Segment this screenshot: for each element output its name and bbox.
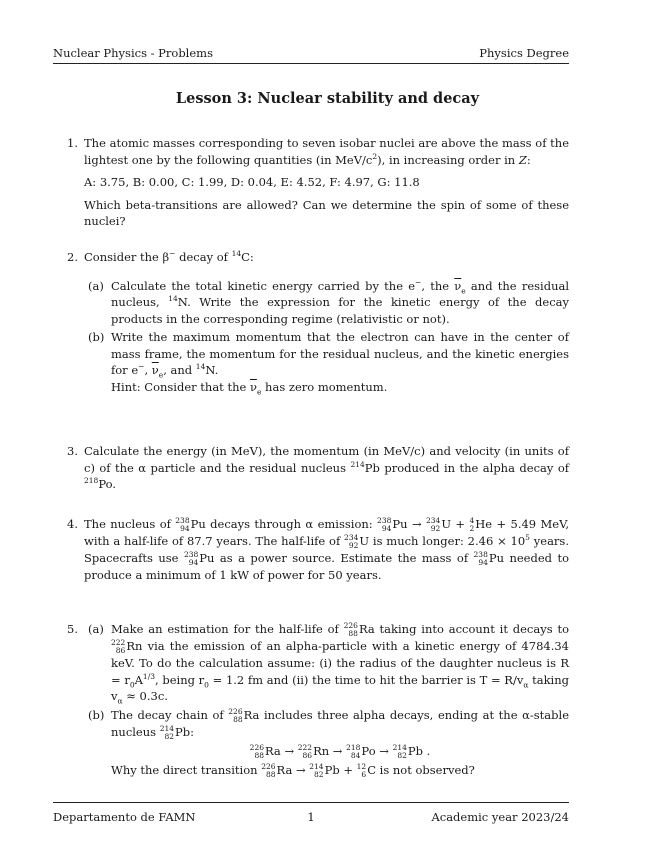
problem-number: 2. — [67, 250, 78, 264]
problem-1-values: A: 3.75, B: 0.00, C: 1.99, D: 0.04, E: 4.52, F: 4.97, G: 11.8 — [84, 175, 420, 189]
problem-1-statement: The atomic masses corresponding to seven isobar nuclei are above the mass of the lightest one by the following quantities (in MeV/$c^2$), in increasing order in Z: — [84, 136, 569, 167]
problem-3-statement: Calculate the energy (in MeV), the momentum (in MeV/c) and velocity (in units of c) of the α particle and the residual nucleus $^{214}$Pb produced in the alpha decay of $^{218}$Po. — [84, 444, 569, 491]
problem-number: 4. — [67, 517, 78, 531]
page-header — [53, 46, 569, 60]
problem-3 — [67, 443, 569, 499]
footer-academic-year: Academic year 2023/24 — [431, 810, 569, 824]
page-title: Lesson 3: Nuclear stability and decay — [175, 90, 480, 107]
problem-4 — [67, 516, 569, 590]
problem-2 — [67, 249, 569, 397]
problem-2b: (b) Write the maximum momentum that the electron can have in the center of mass frame, the momentum for the residual nucleus, and the kinetic energies for e−, $\overline{\nu}_e$, and $^{14}$N. Hint: Consider that the $\overline{\nu}_e$ has zero momentum. — [88, 330, 569, 396]
page-number: 1 — [307, 810, 315, 824]
problem-number: 1. — [67, 136, 78, 150]
problem-number: 5. — [67, 622, 78, 636]
problem-5 — [67, 621, 569, 781]
footer-department: Departamento de FAMN — [53, 810, 196, 824]
problem-5b: (b) The decay chain of 226 88 Ra includes three alpha decays, ending at the α-stable nucleus 214 82 Pb: 226 88 Ra → 222 86 Rn → 218 84 Po → 214 82 Pb . Why the direct transition 226 88 Ra → 214 82 Pb + 12 6 C is not observed? — [88, 706, 569, 779]
problem-2-intro: Consider the β− decay of $^{14}$C: — [84, 249, 254, 264]
header-course: Nuclear Physics - Problems — [53, 46, 213, 60]
header-rule — [53, 63, 569, 64]
problem-number: 3. — [67, 444, 78, 458]
problem-5a: (a) Make an estimation for the half-life of 226 88 Ra taking into account it decays to 222 86 Rn via the emission of an alpha-particle with a kinetic energy of 4784.34 keV. To do the calculation assume: (i) the radius of the daughter nucleus is $R = r_0A^{1/3}$, being $r_0 = 1.2$ fm and (ii) the time to hit the barrier is $T = R/v_\alpha$ taking $v_\alpha \approx 0.3c$. — [88, 621, 570, 706]
problem-2a: (a) Calculate the total kinetic energy carried by the e−, the $\overline{\nu}_e$ and the residual nucleus, $^{14}$N. Write the expression for the kinetic energy of the decay products in the corresponding regime (relativistic or not). — [88, 277, 570, 326]
problem-1 — [67, 135, 569, 236]
footer-rule — [53, 802, 569, 803]
problem-4-statement: The nucleus of 238 94 Pu decays through α emission: 238 94 Pu → 234 92 U + 4 2 He + 5.49 MeV, with a half-life of 87.7 years. The half-life of 234 92 U is much longer: $2.46 \times 10^5$ years. Spacecrafts use 238 94 Pu as a power source. Estimate the mass of 238 94 Pu needed to produce a minimum of 1 kW of power for 50 years. — [84, 516, 570, 582]
problem-1-question: Which beta-transitions are allowed? Can we determine the spin of some of these nuclei? — [84, 197, 569, 228]
decay-chain-equation: 226 88 Ra → 222 86 Rn → 218 84 Po → 214 82 Pb . — [249, 742, 431, 760]
header-degree: Physics Degree — [479, 46, 569, 60]
